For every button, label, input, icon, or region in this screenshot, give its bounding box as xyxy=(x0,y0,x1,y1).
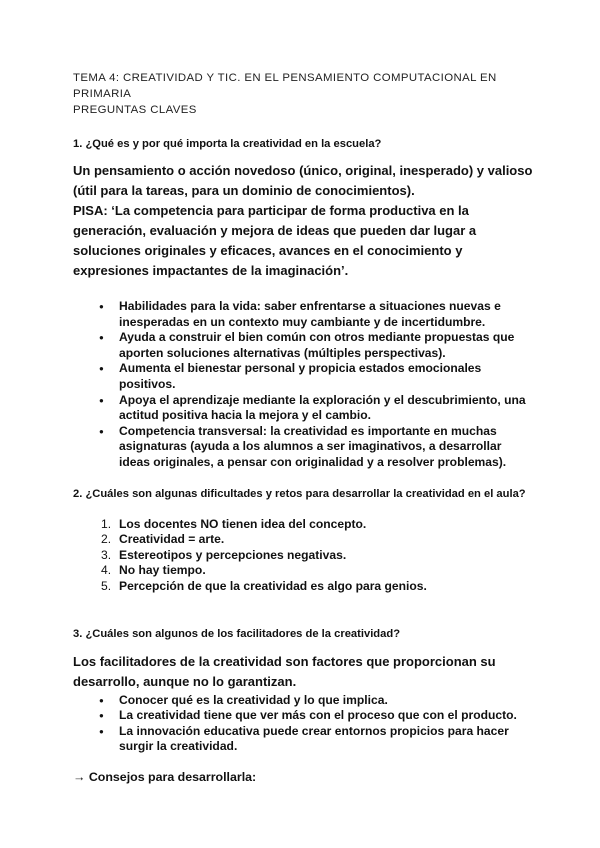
header-subtitle: PREGUNTAS CLAVES xyxy=(73,104,197,116)
header-title: TEMA 4: CREATIVIDAD Y TIC. EN EL PENSAMIENTO COMPUTACIONAL EN PRIMARIA xyxy=(73,72,497,100)
q3-bullet-list xyxy=(73,693,533,755)
list-item: ● Ayuda a construir el bien común con otros mediante propuestas que aporten soluciones alternativas (múltiples perspectivas). xyxy=(73,330,533,361)
list-item: ● Apoya el aprendizaje mediante la exploración y el descubrimiento, una actitud positiva hacia la mejora y el cambio. xyxy=(73,393,533,424)
document-header xyxy=(73,70,533,118)
list-item: ● La innovación educativa puede crear entornos propicios para hacer surgir la creatividad. xyxy=(73,724,533,755)
list-number: 2. xyxy=(101,532,112,547)
list-number: 3. xyxy=(101,547,112,562)
list-text: Creatividad = arte. xyxy=(119,532,225,547)
list-item: ● La creatividad tiene que ver más con el proceso que con el producto. xyxy=(73,708,533,724)
question-3-title: 3. ¿Cuáles son algunos de los facilitadores de la creatividad? xyxy=(73,627,401,640)
list-item: ● Conocer qué es la creatividad y lo que implica. xyxy=(73,693,533,709)
q1-bullet-list xyxy=(73,299,533,471)
q1-definition: Un pensamiento o acción novedoso (único, original, inesperado) y valioso (útil para la tareas, para un dominio de conocimientos). xyxy=(73,163,533,198)
list-item xyxy=(73,548,533,564)
q1-pisa-definition: PISA: ‘La competencia para participar de forma productiva en la generación, evaluación y mejora de ideas que pueden dar lugar a soluciones originales y eficaces, avances en el conocimiento y expresiones impactantes de la imaginación’. xyxy=(73,203,477,278)
document-page xyxy=(73,70,533,787)
list-item xyxy=(73,532,533,548)
question-1-title: 1. ¿Qué es y por qué importa la creatividad en la escuela? xyxy=(73,138,382,150)
list-item xyxy=(73,563,533,579)
q3-intro: Los facilitadores de la creatividad son factores que proporcionan su desarrollo, aunque no lo garantizan. xyxy=(73,653,496,689)
list-number: 4. xyxy=(101,563,112,578)
list-text: No hay tiempo. xyxy=(119,563,206,578)
q2-numbered-list xyxy=(73,517,533,595)
list-number: 1. xyxy=(101,516,112,531)
list-text: Los docentes NO tienen idea del concepto. xyxy=(119,516,367,531)
tips-heading: → Consejos para desarrollarla: xyxy=(73,769,257,784)
list-text: Percepción de que la creatividad es algo para genios. xyxy=(119,578,427,593)
list-item: ● Competencia transversal: la creatividad es importante en muchas asignaturas (ayuda a los alumnos a ser imaginativos, a desarrollar ideas originales, a pensar con originalidad y a resolver problemas). xyxy=(73,424,533,471)
list-item: ● Habilidades para la vida: saber enfrentarse a situaciones nuevas e inesperadas en un contexto muy cambiante y de incertidumbre. xyxy=(73,299,533,330)
question-2-title: 2. ¿Cuáles son algunas dificultades y retos para desarrollar la creatividad en el aula? xyxy=(73,487,526,500)
list-item xyxy=(73,517,533,533)
list-item xyxy=(73,579,533,595)
list-item: ● Aumenta el bienestar personal y propicia estados emocionales positivos. xyxy=(73,361,533,392)
list-number: 5. xyxy=(101,578,112,593)
list-text: Estereotipos y percepciones negativas. xyxy=(119,547,347,562)
